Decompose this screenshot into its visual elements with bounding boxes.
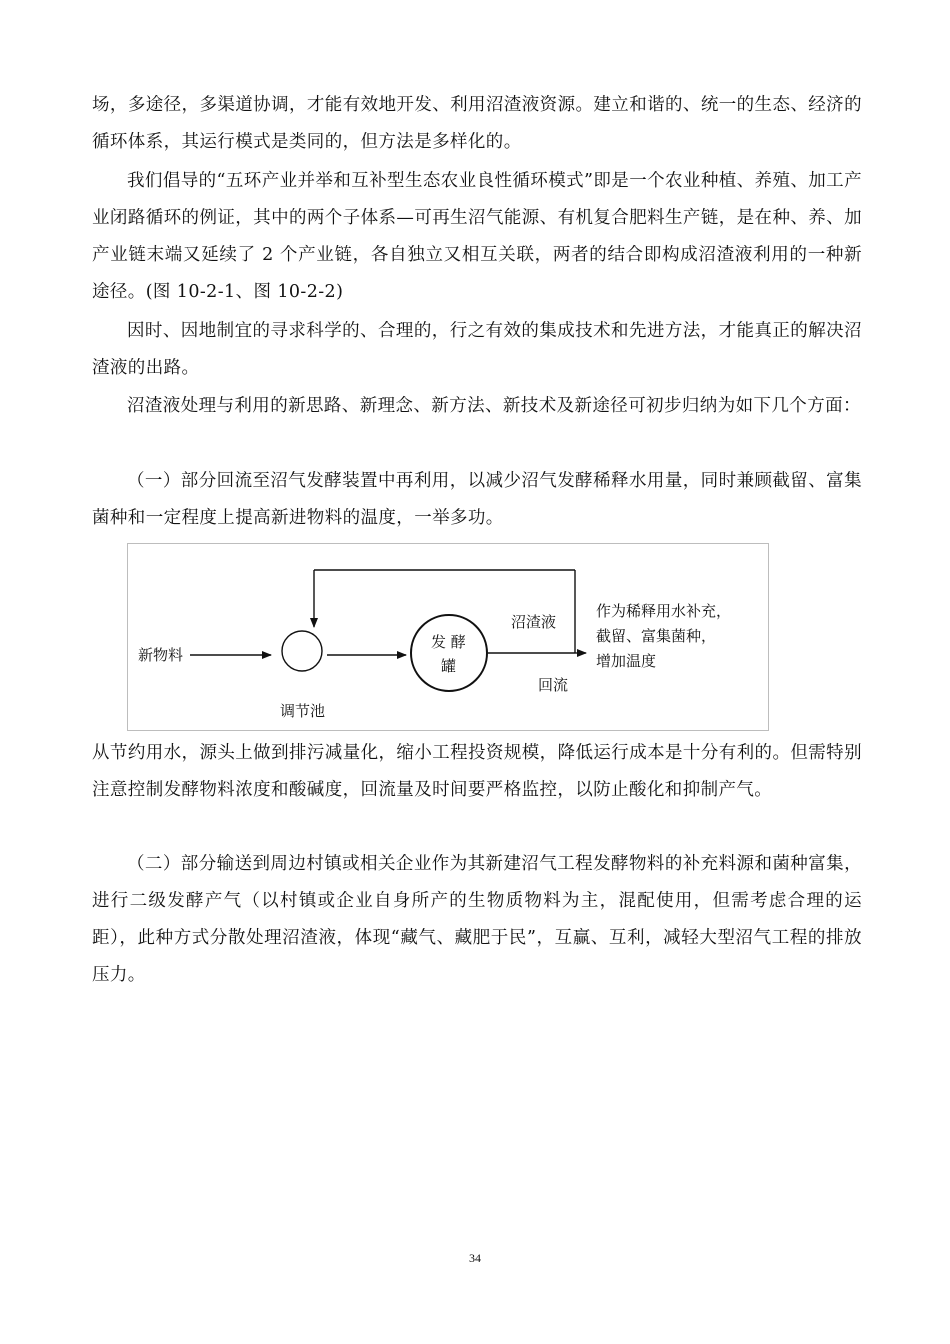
page-number: 34 (469, 1251, 481, 1265)
recirculation-label: 回流 (538, 676, 569, 694)
paragraph-item-one: （一）部分回流至沼气发酵装置中再利用，以减少沼气发酵稀释水用量，同时兼顾截留、富集菌种和一定程度上提高新进物料的温度，一举多功。 (92, 471, 862, 528)
paragraph-model: 我们倡导的“五环产业并举和互补型生态农业良性循环模式”即是一个农业种植、养殖、加工产业闭路循环的例证，其中的两个子体系—可再生沼气能源、有机复合肥料生产链，是在种、养、加产业链末端又延续了 2 个产业链，各自独立又相互关联，两者的结合即构成沼渣液利用的一种新途径。(图 10-2-1、图 10-2-2) (92, 171, 862, 302)
input-material-label: 新物料 (138, 646, 184, 664)
purpose-note-line1: 作为稀释用水补充， (596, 602, 732, 620)
purpose-note-line2: 截留、富集菌种， (596, 627, 717, 645)
diagram-svg (128, 544, 770, 732)
tank-label-top: 发 酵 (431, 633, 466, 651)
paragraph-local-methods: 因时、因地制宜的寻求科学的、合理的，行之有效的集成技术和先进方法，才能真正的解决沼渣液的出路。 (92, 321, 862, 378)
paragraph-summary-intro: 沼渣液处理与利用的新思路、新理念、新方法、新技术及新途径可初步归纳为如下几个方面： (127, 396, 861, 416)
fermentation-tank-circle (411, 615, 487, 691)
recirculation-diagram (127, 543, 769, 731)
paragraph-item-two: （二）部分输送到周边村镇或相关企业作为其新建沼气工程发酵物料的补充料源和菌种富集，进行二级发酵产气（以村镇或企业自身所产的生物质物料为主，混配使用，但需考虑合理的运距），此种方式分散处理沼渣液，体现“藏气、藏肥于民”，互赢、互利，减轻大型沼气工程的排放压力。 (92, 854, 862, 985)
paragraph-benefits: 从节约用水，源头上做到排污减量化，缩小工程投资规模，降低运行成本是十分有利的。但需特别注意控制发酵物料浓度和酸碱度，回流量及时间要严格监控，以防止酸化和抑制产气。 (92, 743, 862, 800)
purpose-note-line3: 增加温度 (596, 652, 657, 670)
regulating-pool-label: 调节池 (280, 702, 326, 720)
tank-label-bottom: 罐 (441, 657, 457, 675)
digestate-label: 沼渣液 (511, 613, 557, 631)
paragraph-continuation: 场，多途径，多渠道协调，才能有效地开发、利用沼渣液资源。建立和谐的、统一的生态、经济的循环体系，其运行模式是类同的，但方法是多样化的。 (92, 95, 862, 152)
regulating-pool-circle (282, 631, 322, 671)
